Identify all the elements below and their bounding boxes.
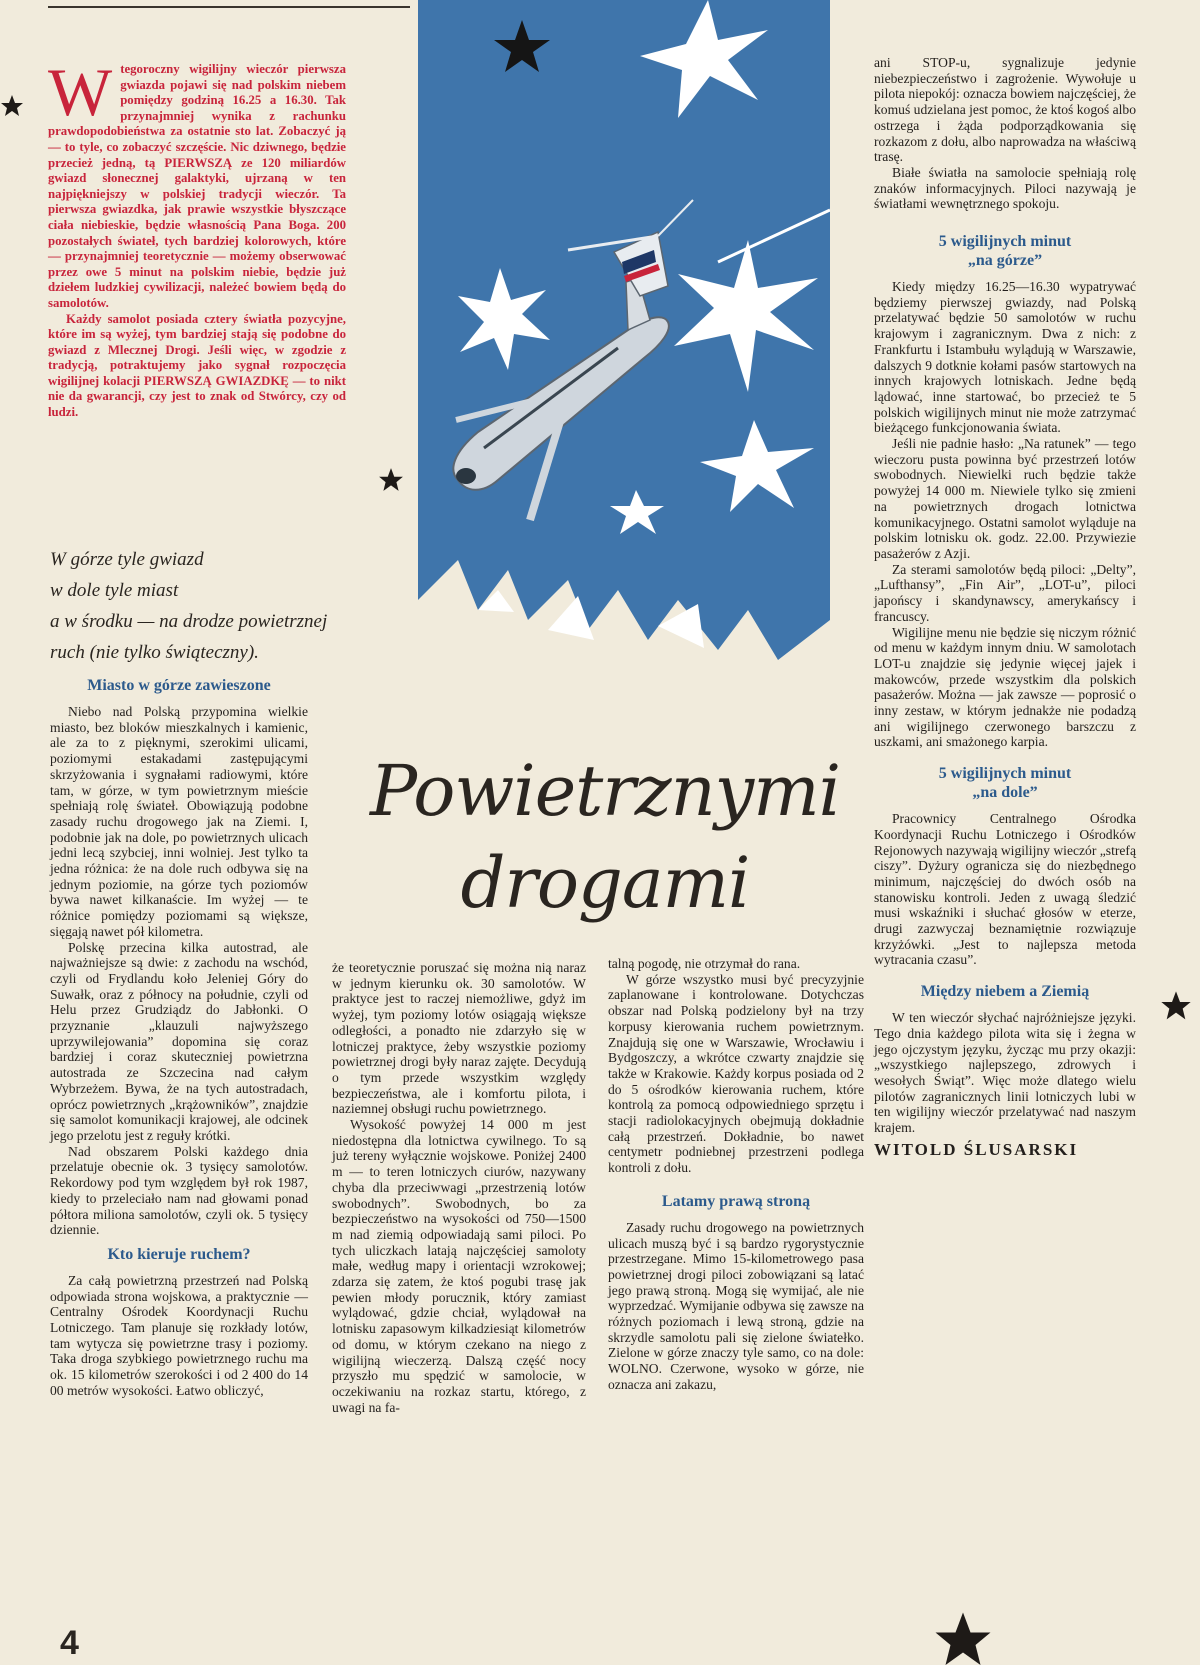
poem-line: W górze tyle gwiazd: [50, 549, 204, 570]
headline-line: Powietrznymi: [369, 750, 840, 832]
column-1: [50, 676, 308, 1399]
poem-line: a w środku — na drodze powietrznej: [50, 611, 328, 632]
page-number: 4: [60, 1624, 79, 1662]
paragraph: Za całą powietrzną przestrzeń nad Polską odpowiada strona wojskowa, a praktycznie — Centralny Ośrodek Koordynacji Ruchu Lotniczego. Tam planuje się rozkłady lotów, tam wytycza się powietrzne trasy i poziomy. Taka droga szybkiego powietrznego ruchu ma ok. 15 kilometrów szerokości i od 2 400 do 14 00 metrów wysokości. Łatwo obliczyć,: [50, 1272, 308, 1398]
section-heading: [874, 764, 1136, 802]
paragraph: Kiedy między 16.25—16.30 wypatrywać będziemy pierwszej gwiazdy, nad Polską przelatywać będzie 50 samolotów w ruchu krajowym i zagranicznym. Dwa z nich: z Frankfurtu i Istambułu wylądują w Warszawie, dalszych 9 dotknie kołami pasów startowych na innych krajowych lotniskach. Jedne będą lądować, inne startować, bo przecież te 5 polskich wigilijnych minut nie może zatrzymać bieżącego funkcjonowania świata.: [874, 279, 1136, 436]
paragraph: Wysokość powyżej 14 000 m jest niedostępna dla lotnictwa cywilnego. To są już tereny wyłącznie wojskowe. Poniżej 2400 m — to teren lotniczych ciurów, nazywany chyba dla przeciwwagi „przestrzenią lotów swobodnych”. Swobodnych, bo za bezpieczeństwo na wysokości od 750—1500 m nad ziemią odpowiadają sami piloci. Po tych uliczkach latają najczęściej samoloty małe, według mapy i orientacji wzrokowej; zdarza się zatem, że ktoś pogubi trasę jak pewien młody porucznik, który zamiast wylądować, gdzie chciał, wylądował na lotnisku zapasowym kilkadziesiąt kilometrów od domu, w którym czekano na niego z wigilijną wieczerzą. Dalszą część nocy przyszło mu spędzić w samolocie, w oczekiwaniu na rozkaz startu, którego, z uwagi na fa-: [332, 1117, 586, 1415]
star-icon: [1160, 990, 1192, 1022]
section-heading: Kto kieruje ruchem?: [107, 1245, 251, 1263]
section-heading: Między niebem a Ziemią: [920, 983, 1090, 1001]
star-icon: [928, 1610, 998, 1665]
section-heading: Miasto w górze zawieszone: [87, 677, 271, 694]
headline: [350, 745, 860, 929]
section-heading-line: „na górze”: [967, 252, 1043, 270]
star-icon: [0, 94, 24, 118]
column-2: [332, 960, 586, 1415]
drop-cap: W: [48, 54, 113, 130]
poem-line: ruch (nie tylko świąteczny).: [50, 642, 259, 663]
author-byline: WITOLD ŚLUSARSKI: [874, 1139, 1079, 1159]
paragraph: W górze wszystko musi być precyzyjnie zaplanowane i kontrolowane. Dotychczas obszar nad Polską podzielony był na trzy korpusy kierowania ruchem powietrznym. Znajdują się one w Warszawie, Wrocławiu i Bydgoszczy, a wkrótce czwarty znajdzie się także w Krakowie. Każdy korpus posiada od 2 do 5 ośrodków kierowania ruchem, które kontrolą za pomocą odpowiedniego sprzętu i stacji radiolokacyjnych obejmują dokładnie całą przestrzeń. Dokładnie, bo nawet centymetr podniebnej przestrzeni podlega kontroli z dołu.: [608, 971, 864, 1176]
intro-text: tegoroczny wigilijny wieczór pierwsza gwiazda pojawi się nad polskim niebem pomiędzy godziną 16.25 a 16.30. Tak przynajmniej wynika z rachunku prawdopodobieństwa za ostatnie sto lat. Zobaczyć ją — to tyle, co zobaczyć szczęście. Nic dziwnego, będzie przecież jedną, tą PIERWSZĄ ze 120 miliardów gwiazd słonecznej galaktyki, ujrzaną w ten najpiękniejszy w polskiej tradycji wieczór. Ta pierwsza gwiazdka, jak prawie wszystkie błyszczące ciała niebieskie, będzie własnością Pana Boga. 200 pozostałych świateł, tych bardziej kolorowych, które — przynajmniej teoretycznie — możemy obserwować przez owe 5 minut na polskim niebie, będzie już dziełem ludzkiej cywilizacji, należeć bowiem będą do samolotów.: [48, 62, 346, 310]
paragraph: ani STOP-u, sygnalizuje jedynie niebezpieczeństwo i zagrożenie. Wywołuje u pilota niepokój: oznacza bowiem najczęściej, że komuś udzielana jest pomoc, że ktoś kogoś albo ostrzega i żąda podporządkowania się rozkazom z dołu, albo naprowadza na właściwą trasę.: [874, 55, 1137, 165]
paragraph: Polskę przecina kilka autostrad, ale najważniejsze są dwie: z zachodu na wschód, czyli od Frydlandu koło Jeleniej Góry do Suwałk, oraz z północy na południe, czyli od Helu przez Grudziądz do Jabłonki. O przyznanie „klauzuli najwyższego uprzywilejowania” dopomina się coraz bardziej i coraz skuteczniej powietrzna autostrada ze Szczecina nad całym Wybrzeżem. Bywa, że na tych autostradach, oprócz powietrznych „krążowników”, znajdzie się samolot komunikacji krajowej, ale odcinek jego przelotu jest z reguły krótki.: [50, 939, 308, 1143]
section-heading-line: 5 wigilijnych minut: [938, 233, 1072, 251]
section-heading: [874, 232, 1136, 270]
paragraph: Jeśli nie padnie hasło: „Na ratunek” — tego wieczoru pusta powinna być przestrzeń lotów swobodnych. Niewielki ruch będzie także powyżej 14 000 m. Niewiele tylko się zmieni na powietrznych drogach lotnictwa komunikacyjnego. Ostatni samolot wyląduje na polskim lotnisku ok. godz. 22.00. Przywiezie pasażerów z Azji.: [874, 436, 1136, 561]
headline-line: drogami: [460, 842, 750, 924]
column-4: [874, 55, 1136, 1157]
paragraph: talną pogodę, nie otrzymał do rana.: [608, 956, 801, 971]
paragraph: Za sterami samolotów będą piloci: „Delty”, „Lufthansy”, „Fin Air”, „LOT-u”, piloci japońscy i skandynawscy, amerykańscy i francuscy.: [874, 561, 1136, 624]
paragraph: Zasady ruchu drogowego na powietrznych ulicach muszą być i są bardzo rygorystycznie przestrzegane. Mimo 15-kilometrowego pasa powietrznej drogi piloci zobowiązani są latać jego prawą stroną. Mogą się wymijać, ale nie wyprzedzać. Wymijanie odbywa się zawsze na różnych poziomach i lewą stroną, gdzie na skrzydle samolotu pali się zielone światełko. Zielone w górze znaczy tyle samo, co na dole: WOLNO. Czerwone, wysoko w górze, nie oznacza ani zakazu,: [608, 1219, 864, 1392]
intro-paragraph: [48, 54, 346, 421]
column-3: [608, 956, 864, 1393]
section-heading-line: „na dole”: [972, 784, 1038, 802]
sky-illustration: [418, 0, 830, 665]
top-rule: [48, 6, 410, 8]
paragraph: Pracownicy Centralnego Ośrodka Koordynacji Ruchu Lotniczego i Ośrodków Rejonowych nazywają wigilijny wieczór „strefą ciszy”. Dyżury ogranicza się do niezbędnego minimum, najczęściej do dwóch osób na stanowisku kontroli. Jeden z uwagą śledzić musi wskaźniki i słuchać głosów w eterze, drugi zazwyczaj beznamiętnie rozwiązuje krzyżówki. „Jest to najlepsza metoda wytracania czasu”.: [874, 811, 1136, 968]
section-heading: Latamy prawą stroną: [661, 1192, 811, 1210]
star-icon: [378, 467, 404, 493]
section-heading-line: 5 wigilijnych minut: [938, 765, 1072, 783]
intro-text: Każdy samolot posiada cztery światła pozycyjne, które im są wyżej, tym bardziej stają się podobne do gwiazd z Mlecznej Drogi. Jeśli więc, w zgodzie z tradycją, potraktujemy jako sygnał rozpoczęcia wigilijnej kolacji PIERWSZĄ GWIAZDKĘ — to nikt nie da gwarancji, czy jest to znak od Stwórcy, czy od ludzi.: [48, 311, 346, 420]
airplane-icon: [453, 200, 693, 520]
poem-line: w dole tyle miast: [50, 580, 179, 601]
paragraph: W ten wieczór słychać najróżniejsze języki. Tego dnia każdego pilota wita się i żegna w jego ojczystym języku, życząc mu przy okazji: „wszystkiego najlepszego, zdrowych i wesołych Świąt”. Więc może dlatego wielu pilotów zagranicznych linii lotniczych lubi w ten wigilijny wieczór przelatywać nad naszym krajem.: [874, 1010, 1136, 1136]
paragraph: że teoretycznie poruszać się można nią naraz w jednym kierunku ok. 30 samolotów. W praktyce jest to raczej niemożliwe, gdyż im wyżej, tym poziomy lotów osiągają większe odległości, a ponadto nie zdarzyło się w lotniczej praktyce, żeby wszystkie poziomy powietrznej drogi były naraz zajęte. Decydują o tym przede wszystkim względy bezpieczeństwa, ale i komfortu pilota, i naziemnej obsługi ruchu powietrznego.: [332, 960, 586, 1117]
paragraph: Białe światła na samolocie spełniają rolę znaków informacyjnych. Piloci nazywają je światłami wewnętrznego spokoju.: [874, 164, 1136, 212]
paragraph: Nad obszarem Polski każdego dnia przelatuje obecnie ok. 3 tysięcy samolotów. Rekordowy pod tym względem był rok 1987, kiedy to przeleciało nam nad głowami ponad półtora miliona samolotów, czyli ok. 5 tysięcy dziennie.: [50, 1143, 308, 1238]
airplane-illustration: [418, 0, 830, 665]
poem: [50, 544, 410, 668]
paragraph: Niebo nad Polską przypomina wielkie miasto, bez bloków mieszkalnych i kamienic, ale za to z pięknymi, szerokimi ulicami, poziomymi estakadami zastępującymi skrzyżowania i sygnałami radiowymi, które tam, w górze, w tym powietrznym mieście spełniają rolę świateł. Obowiązują podobne zasady ruchu drogowego jak na Ziemi. I, podobnie jak na dole, po powietrznych ulicach jedni lecą szybciej, inni wolniej. Jest tylko ta jedna różnica: że na dole ruch odbywa się na jednym poziomie, na górze tych poziomów bywa nawet kilkanaście. Im wyżej — te różnice pomiędzy poziomami są większe, sięgają nawet pół kilometra.: [50, 704, 308, 939]
paragraph: Wigilijne menu nie będzie się niczym różnić od menu w każdym innym dniu. W samolotach LOT-u znajdzie się jedynie więcej jajek i makowców, przede wszystkim dla polskich pasażerów. Można — jak zawsze — poprosić o inny zestaw, w którym jednakże nie podadzą ani wigilijnego czerwonego barszczu z uszkami, ani smażonego karpia.: [874, 624, 1136, 750]
